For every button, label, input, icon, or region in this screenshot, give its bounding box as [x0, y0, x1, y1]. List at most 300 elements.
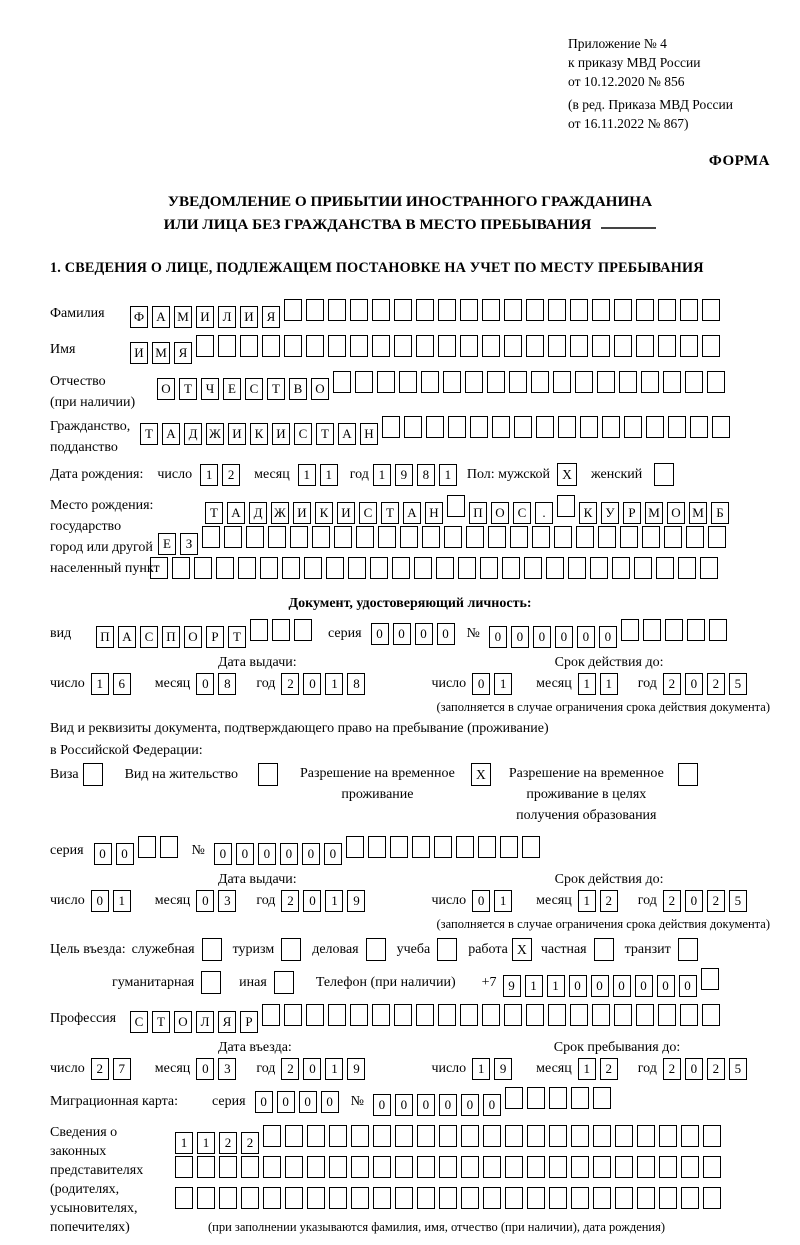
char-cell[interactable] [549, 1087, 567, 1109]
char-cell[interactable] [373, 1125, 391, 1147]
char-cell[interactable] [482, 335, 500, 357]
char-cell[interactable]: 0 [280, 843, 298, 865]
char-cell[interactable]: 0 [321, 1091, 339, 1113]
valid-day-cells[interactable] [472, 673, 516, 695]
char-cell[interactable] [708, 526, 726, 548]
char-cell[interactable]: 5 [729, 1058, 747, 1080]
char-cell[interactable] [593, 1087, 611, 1109]
res-series-cells[interactable] [94, 836, 182, 865]
char-cell[interactable]: 0 [258, 843, 276, 865]
char-cell[interactable] [505, 1187, 523, 1209]
char-cell[interactable]: 2 [281, 1058, 299, 1080]
char-cell[interactable]: 2 [600, 890, 618, 912]
char-cell[interactable] [656, 557, 674, 579]
legal-reps-row2-cells[interactable] [175, 1156, 725, 1178]
char-cell[interactable] [461, 1187, 479, 1209]
char-cell[interactable]: 8 [218, 673, 236, 695]
char-cell[interactable] [478, 836, 496, 858]
char-cell[interactable]: 2 [222, 464, 240, 486]
char-cell[interactable] [216, 557, 234, 579]
birthplace-row1-cells[interactable] [205, 495, 733, 524]
char-cell[interactable] [160, 836, 178, 858]
char-cell[interactable] [646, 416, 664, 438]
char-cell[interactable]: Д [184, 423, 202, 445]
char-cell[interactable] [434, 836, 452, 858]
char-cell[interactable] [238, 557, 256, 579]
char-cell[interactable] [346, 836, 364, 858]
char-cell[interactable]: 0 [685, 1058, 703, 1080]
char-cell[interactable] [438, 335, 456, 357]
char-cell[interactable] [487, 371, 505, 393]
char-cell[interactable]: О [311, 378, 329, 400]
char-cell[interactable]: А [152, 306, 170, 328]
char-cell[interactable] [350, 299, 368, 321]
char-cell[interactable] [197, 1187, 215, 1209]
char-cell[interactable] [527, 1156, 545, 1178]
char-cell[interactable] [526, 335, 544, 357]
char-cell[interactable] [593, 1187, 611, 1209]
char-cell[interactable] [443, 371, 461, 393]
char-cell[interactable] [524, 557, 542, 579]
char-cell[interactable] [680, 1004, 698, 1026]
char-cell[interactable]: 1 [472, 1058, 490, 1080]
char-cell[interactable] [570, 335, 588, 357]
char-cell[interactable] [175, 1187, 193, 1209]
stay-day-cells[interactable] [472, 1058, 516, 1080]
char-cell[interactable] [417, 1125, 435, 1147]
char-cell[interactable] [447, 495, 465, 517]
stay-month-cells[interactable] [578, 1058, 622, 1080]
char-cell[interactable]: Ж [271, 502, 289, 524]
char-cell[interactable] [621, 619, 639, 641]
birth-month-cells[interactable] [298, 464, 342, 486]
char-cell[interactable]: И [272, 423, 290, 445]
char-cell[interactable]: С [294, 423, 312, 445]
char-cell[interactable] [658, 299, 676, 321]
char-cell[interactable] [470, 416, 488, 438]
char-cell[interactable]: 0 [94, 843, 112, 865]
char-cell[interactable] [687, 619, 705, 641]
char-cell[interactable] [395, 1156, 413, 1178]
char-cell[interactable]: А [338, 423, 356, 445]
char-cell[interactable] [329, 1125, 347, 1147]
char-cell[interactable] [460, 1004, 478, 1026]
char-cell[interactable] [466, 526, 484, 548]
sex-male-checkbox[interactable]: X [557, 463, 577, 486]
middlename-cells[interactable] [157, 371, 729, 400]
char-cell[interactable] [307, 1125, 325, 1147]
char-cell[interactable] [272, 619, 290, 641]
char-cell[interactable] [614, 335, 632, 357]
char-cell[interactable] [685, 371, 703, 393]
char-cell[interactable] [636, 299, 654, 321]
char-cell[interactable]: В [289, 378, 307, 400]
char-cell[interactable] [138, 836, 156, 858]
char-cell[interactable]: 2 [707, 673, 725, 695]
mc-series-cells[interactable] [255, 1091, 343, 1113]
char-cell[interactable] [382, 416, 400, 438]
char-cell[interactable] [680, 335, 698, 357]
char-cell[interactable]: 1 [113, 890, 131, 912]
char-cell[interactable]: 1 [197, 1132, 215, 1154]
char-cell[interactable] [172, 557, 190, 579]
char-cell[interactable] [329, 1187, 347, 1209]
purpose-business-checkbox[interactable] [366, 938, 386, 961]
char-cell[interactable]: Д [249, 502, 267, 524]
char-cell[interactable] [554, 526, 572, 548]
char-cell[interactable]: 0 [613, 975, 631, 997]
char-cell[interactable]: Ф [130, 306, 148, 328]
char-cell[interactable] [580, 416, 598, 438]
char-cell[interactable]: 0 [415, 623, 433, 645]
char-cell[interactable]: Т [316, 423, 334, 445]
char-cell[interactable]: 0 [591, 975, 609, 997]
char-cell[interactable] [175, 1156, 193, 1178]
char-cell[interactable]: 2 [663, 673, 681, 695]
char-cell[interactable]: 6 [113, 673, 131, 695]
char-cell[interactable]: . [535, 502, 553, 524]
char-cell[interactable] [240, 335, 258, 357]
char-cell[interactable]: 2 [663, 890, 681, 912]
char-cell[interactable]: Е [158, 533, 176, 555]
char-cell[interactable]: 2 [707, 1058, 725, 1080]
char-cell[interactable] [703, 1187, 721, 1209]
char-cell[interactable]: И [196, 306, 214, 328]
valid-month-cells[interactable] [578, 673, 622, 695]
char-cell[interactable] [285, 1187, 303, 1209]
char-cell[interactable]: 0 [511, 626, 529, 648]
char-cell[interactable] [416, 335, 434, 357]
char-cell[interactable]: 0 [302, 843, 320, 865]
char-cell[interactable] [307, 1156, 325, 1178]
char-cell[interactable]: О [157, 378, 175, 400]
char-cell[interactable] [509, 371, 527, 393]
char-cell[interactable] [351, 1156, 369, 1178]
char-cell[interactable]: Р [623, 502, 641, 524]
purpose-work-checkbox[interactable]: X [512, 938, 532, 961]
char-cell[interactable] [444, 526, 462, 548]
char-cell[interactable] [465, 371, 483, 393]
char-cell[interactable] [328, 335, 346, 357]
char-cell[interactable] [482, 1004, 500, 1026]
char-cell[interactable]: 1 [373, 464, 391, 486]
birthplace-row2-cells[interactable] [158, 526, 730, 555]
char-cell[interactable] [197, 1156, 215, 1178]
char-cell[interactable]: 1 [494, 673, 512, 695]
res-issue-year-cells[interactable] [281, 890, 369, 912]
char-cell[interactable]: 1 [525, 975, 543, 997]
char-cell[interactable]: 9 [494, 1058, 512, 1080]
char-cell[interactable] [636, 335, 654, 357]
birth-day-cells[interactable] [200, 464, 244, 486]
char-cell[interactable] [400, 526, 418, 548]
char-cell[interactable]: 0 [116, 843, 134, 865]
purpose-official-checkbox[interactable] [202, 938, 222, 961]
char-cell[interactable]: 1 [175, 1132, 193, 1154]
char-cell[interactable] [553, 371, 571, 393]
char-cell[interactable] [326, 557, 344, 579]
char-cell[interactable] [505, 1087, 523, 1109]
char-cell[interactable]: П [162, 626, 180, 648]
char-cell[interactable]: Я [218, 1011, 236, 1033]
char-cell[interactable]: 0 [685, 890, 703, 912]
char-cell[interactable] [658, 1004, 676, 1026]
char-cell[interactable] [334, 526, 352, 548]
char-cell[interactable]: 0 [635, 975, 653, 997]
char-cell[interactable] [624, 416, 642, 438]
char-cell[interactable] [263, 1125, 281, 1147]
char-cell[interactable] [196, 335, 214, 357]
char-cell[interactable]: 0 [555, 626, 573, 648]
char-cell[interactable] [593, 1125, 611, 1147]
char-cell[interactable]: П [469, 502, 487, 524]
char-cell[interactable] [395, 1125, 413, 1147]
char-cell[interactable] [502, 557, 520, 579]
char-cell[interactable] [378, 526, 396, 548]
char-cell[interactable]: Т [140, 423, 158, 445]
char-cell[interactable] [504, 335, 522, 357]
char-cell[interactable] [439, 1125, 457, 1147]
char-cell[interactable] [571, 1125, 589, 1147]
char-cell[interactable] [306, 335, 324, 357]
char-cell[interactable] [480, 557, 498, 579]
doc-kind-cells[interactable] [96, 619, 316, 648]
char-cell[interactable] [377, 371, 395, 393]
char-cell[interactable] [571, 1187, 589, 1209]
char-cell[interactable]: К [315, 502, 333, 524]
char-cell[interactable]: Е [223, 378, 241, 400]
char-cell[interactable]: 2 [241, 1132, 259, 1154]
char-cell[interactable] [590, 557, 608, 579]
res-valid-day-cells[interactable] [472, 890, 516, 912]
char-cell[interactable] [641, 371, 659, 393]
char-cell[interactable]: 0 [417, 1094, 435, 1116]
char-cell[interactable] [328, 299, 346, 321]
char-cell[interactable]: 0 [373, 1094, 391, 1116]
purpose-transit-checkbox[interactable] [678, 938, 698, 961]
char-cell[interactable]: 0 [679, 975, 697, 997]
purpose-other-checkbox[interactable] [274, 971, 294, 994]
char-cell[interactable]: Т [228, 626, 246, 648]
char-cell[interactable]: Т [205, 502, 223, 524]
char-cell[interactable] [510, 526, 528, 548]
char-cell[interactable] [703, 1125, 721, 1147]
char-cell[interactable]: 1 [320, 464, 338, 486]
char-cell[interactable] [356, 526, 374, 548]
char-cell[interactable] [333, 371, 351, 393]
char-cell[interactable] [290, 526, 308, 548]
char-cell[interactable]: 9 [503, 975, 521, 997]
char-cell[interactable] [548, 335, 566, 357]
char-cell[interactable] [636, 1004, 654, 1026]
char-cell[interactable]: 9 [347, 1058, 365, 1080]
char-cell[interactable] [505, 1125, 523, 1147]
issue-year-cells[interactable] [281, 673, 369, 695]
char-cell[interactable]: Р [240, 1011, 258, 1033]
char-cell[interactable] [665, 619, 683, 641]
char-cell[interactable] [329, 1156, 347, 1178]
char-cell[interactable]: К [250, 423, 268, 445]
char-cell[interactable] [527, 1087, 545, 1109]
char-cell[interactable] [680, 299, 698, 321]
char-cell[interactable] [505, 1156, 523, 1178]
char-cell[interactable] [558, 416, 576, 438]
char-cell[interactable] [526, 299, 544, 321]
char-cell[interactable]: 0 [214, 843, 232, 865]
char-cell[interactable] [690, 416, 708, 438]
char-cell[interactable] [557, 495, 575, 517]
char-cell[interactable] [395, 1187, 413, 1209]
char-cell[interactable] [643, 619, 661, 641]
char-cell[interactable] [373, 1156, 391, 1178]
char-cell[interactable] [642, 526, 660, 548]
char-cell[interactable]: Л [196, 1011, 214, 1033]
char-cell[interactable] [700, 557, 718, 579]
char-cell[interactable]: 1 [547, 975, 565, 997]
char-cell[interactable] [461, 1125, 479, 1147]
char-cell[interactable]: 0 [489, 626, 507, 648]
char-cell[interactable]: А [403, 502, 421, 524]
char-cell[interactable] [712, 416, 730, 438]
char-cell[interactable] [592, 299, 610, 321]
char-cell[interactable] [536, 416, 554, 438]
char-cell[interactable] [373, 1187, 391, 1209]
purpose-tourism-checkbox[interactable] [281, 938, 301, 961]
char-cell[interactable] [615, 1156, 633, 1178]
char-cell[interactable]: М [645, 502, 663, 524]
char-cell[interactable] [312, 526, 330, 548]
char-cell[interactable]: 0 [472, 890, 490, 912]
char-cell[interactable]: С [140, 626, 158, 648]
char-cell[interactable] [351, 1187, 369, 1209]
char-cell[interactable] [492, 416, 510, 438]
legal-reps-row1-cells[interactable] [175, 1125, 725, 1154]
char-cell[interactable]: Ж [206, 423, 224, 445]
char-cell[interactable] [263, 1156, 281, 1178]
char-cell[interactable] [284, 299, 302, 321]
char-cell[interactable]: 0 [196, 1058, 214, 1080]
char-cell[interactable]: 2 [663, 1058, 681, 1080]
char-cell[interactable]: 9 [395, 464, 413, 486]
char-cell[interactable] [659, 1156, 677, 1178]
char-cell[interactable] [460, 335, 478, 357]
char-cell[interactable]: И [337, 502, 355, 524]
char-cell[interactable] [681, 1187, 699, 1209]
char-cell[interactable] [548, 1004, 566, 1026]
char-cell[interactable] [426, 416, 444, 438]
char-cell[interactable]: 1 [91, 673, 109, 695]
char-cell[interactable]: 0 [196, 673, 214, 695]
char-cell[interactable]: О [184, 626, 202, 648]
res-issue-month-cells[interactable] [196, 890, 240, 912]
char-cell[interactable] [634, 557, 652, 579]
char-cell[interactable]: 0 [393, 623, 411, 645]
char-cell[interactable] [707, 371, 725, 393]
char-cell[interactable] [702, 299, 720, 321]
char-cell[interactable] [681, 1156, 699, 1178]
birth-year-cells[interactable] [373, 464, 461, 486]
char-cell[interactable]: М [174, 306, 192, 328]
char-cell[interactable]: О [667, 502, 685, 524]
char-cell[interactable]: С [130, 1011, 148, 1033]
char-cell[interactable] [306, 1004, 324, 1026]
char-cell[interactable] [681, 1125, 699, 1147]
char-cell[interactable] [263, 1187, 281, 1209]
char-cell[interactable]: 2 [219, 1132, 237, 1154]
char-cell[interactable]: 2 [707, 890, 725, 912]
char-cell[interactable]: М [152, 342, 170, 364]
valid-year-cells[interactable] [663, 673, 751, 695]
char-cell[interactable] [417, 1156, 435, 1178]
mc-number-cells[interactable] [373, 1087, 615, 1116]
char-cell[interactable]: Л [218, 306, 236, 328]
purpose-humanitarian-checkbox[interactable] [201, 971, 221, 994]
citizenship-cells[interactable] [140, 416, 734, 445]
char-cell[interactable] [532, 526, 550, 548]
char-cell[interactable] [268, 526, 286, 548]
char-cell[interactable] [368, 836, 386, 858]
char-cell[interactable]: Ч [201, 378, 219, 400]
char-cell[interactable] [549, 1156, 567, 1178]
char-cell[interactable] [436, 557, 454, 579]
char-cell[interactable] [294, 619, 312, 641]
char-cell[interactable] [224, 526, 242, 548]
char-cell[interactable] [306, 299, 324, 321]
char-cell[interactable]: 2 [281, 673, 299, 695]
char-cell[interactable] [598, 526, 616, 548]
char-cell[interactable] [702, 1004, 720, 1026]
char-cell[interactable] [372, 335, 390, 357]
char-cell[interactable] [602, 416, 620, 438]
char-cell[interactable]: С [245, 378, 263, 400]
char-cell[interactable] [500, 836, 518, 858]
temp-residence-edu-checkbox[interactable] [678, 763, 698, 786]
char-cell[interactable] [282, 557, 300, 579]
char-cell[interactable]: И [130, 342, 148, 364]
char-cell[interactable]: Р [206, 626, 224, 648]
char-cell[interactable] [549, 1125, 567, 1147]
res-number-cells[interactable] [214, 836, 544, 865]
res-valid-month-cells[interactable] [578, 890, 622, 912]
char-cell[interactable]: Н [360, 423, 378, 445]
char-cell[interactable] [285, 1156, 303, 1178]
res-issue-day-cells[interactable] [91, 890, 135, 912]
char-cell[interactable] [483, 1187, 501, 1209]
char-cell[interactable] [504, 299, 522, 321]
char-cell[interactable] [637, 1187, 655, 1209]
char-cell[interactable] [456, 836, 474, 858]
char-cell[interactable] [412, 836, 430, 858]
issue-month-cells[interactable] [196, 673, 240, 695]
char-cell[interactable] [219, 1187, 237, 1209]
char-cell[interactable]: 0 [299, 1091, 317, 1113]
char-cell[interactable]: 0 [533, 626, 551, 648]
char-cell[interactable]: 0 [303, 890, 321, 912]
char-cell[interactable] [482, 299, 500, 321]
char-cell[interactable]: 0 [303, 673, 321, 695]
char-cell[interactable] [570, 1004, 588, 1026]
char-cell[interactable]: 1 [325, 890, 343, 912]
char-cell[interactable]: И [240, 306, 258, 328]
char-cell[interactable] [394, 299, 412, 321]
char-cell[interactable] [571, 1087, 589, 1109]
char-cell[interactable]: 0 [437, 623, 455, 645]
char-cell[interactable] [355, 371, 373, 393]
char-cell[interactable]: У [601, 502, 619, 524]
char-cell[interactable] [568, 557, 586, 579]
char-cell[interactable] [659, 1187, 677, 1209]
char-cell[interactable] [246, 526, 264, 548]
